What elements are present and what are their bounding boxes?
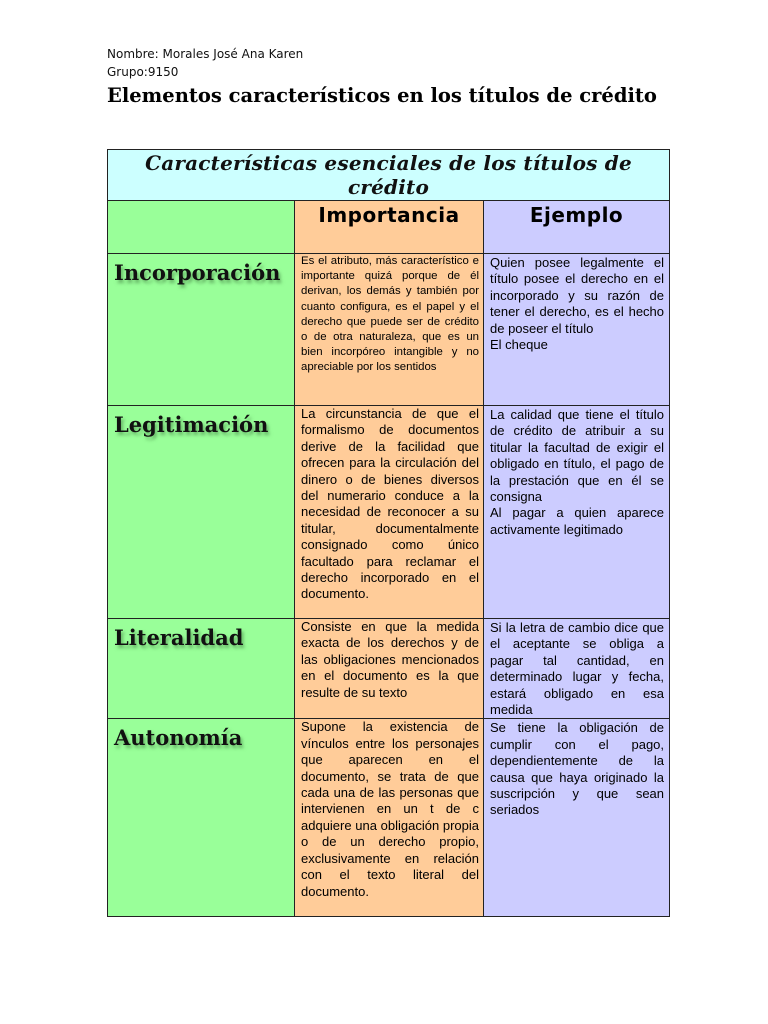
ejemplo-incorporacion xyxy=(484,254,670,406)
document-title: Elementos característicos en los títulos de crédito xyxy=(107,84,657,107)
importancia-legitimacion: La circunstancia de que el formalismo de documentos derive de la facilidad que ofrecen para la circulación del dinero o de bienes diversos del numerario conduce a la necesidad de reconocer a su titular, documentalmente consignado como único facultado para reclamar el derecho incorporado en el documento. xyxy=(295,406,484,619)
ejemplo-autonomia xyxy=(484,719,670,917)
ejemplo-paragraph: Al pagar a quien aparece activamente legitimado xyxy=(490,505,665,537)
header-ejemplo: Ejemplo xyxy=(484,201,670,254)
table-header-row xyxy=(108,201,670,254)
importancia-incorporacion: Es el atributo, más característico e importante quizá porque de él derivan, los demás y también por cuanto configura, es el papel y el derecho que puede ser de crédito o de otra naturaleza, que es un bien incorpóreo intangible y no apreciable por los sentidos xyxy=(295,254,484,406)
term-autonomia: Autonomía xyxy=(108,719,295,917)
student-group: Grupo:9150 xyxy=(107,65,179,79)
term-legitimacion: Legitimación xyxy=(108,406,295,619)
student-name: Nombre: Morales José Ana Karen xyxy=(107,47,304,61)
table-row xyxy=(108,719,670,917)
table-caption: Características esenciales de los títulos de crédito xyxy=(108,150,670,201)
table-row xyxy=(108,406,670,619)
table-caption-row xyxy=(108,150,670,201)
ejemplo-paragraph: La calidad que tiene el título de crédito de atribuir a su titular la facultad de exigir el obligado en título, el pago de la prestación que en él se consigna xyxy=(490,407,665,505)
ejemplo-paragraph: Si la letra de cambio dice que el aceptante se obliga a pagar tal cantidad, en determinado lugar y fecha, estará obligado en esa medida xyxy=(490,620,665,718)
term-literalidad: Literalidad xyxy=(108,619,295,719)
ejemplo-legitimacion xyxy=(484,406,670,619)
importancia-literalidad: Consiste en que la medida exacta de los derechos y de las obligaciones mencionados en el documento es la que resulte de su texto xyxy=(295,619,484,719)
ejemplo-literalidad xyxy=(484,619,670,719)
header-empty-cell xyxy=(108,201,295,254)
ejemplo-paragraph: El cheque xyxy=(490,337,548,353)
characteristics-table xyxy=(107,149,670,917)
table-row xyxy=(108,254,670,406)
importancia-autonomia: Supone la existencia de vínculos entre los personajes que aparecen en el documento, se trata de que cada una de las personas que intervienen en un t de c adquiere una obligación propia o de un derecho propio, exclusivamente en relación con el texto literal del documento. xyxy=(295,719,484,917)
ejemplo-paragraph: Se tiene la obligación de cumplir con el pago, dependientemente de la causa que haya originado la suscripción y que sean seriados xyxy=(490,720,665,818)
header-importancia: Importancia xyxy=(295,201,484,254)
term-incorporacion: Incorporación xyxy=(108,254,295,406)
ejemplo-paragraph: Quien posee legalmente el título posee el derecho en el incorporado y su razón de tener el derecho, es el hecho de poseer el título xyxy=(490,255,665,336)
table-row xyxy=(108,619,670,719)
